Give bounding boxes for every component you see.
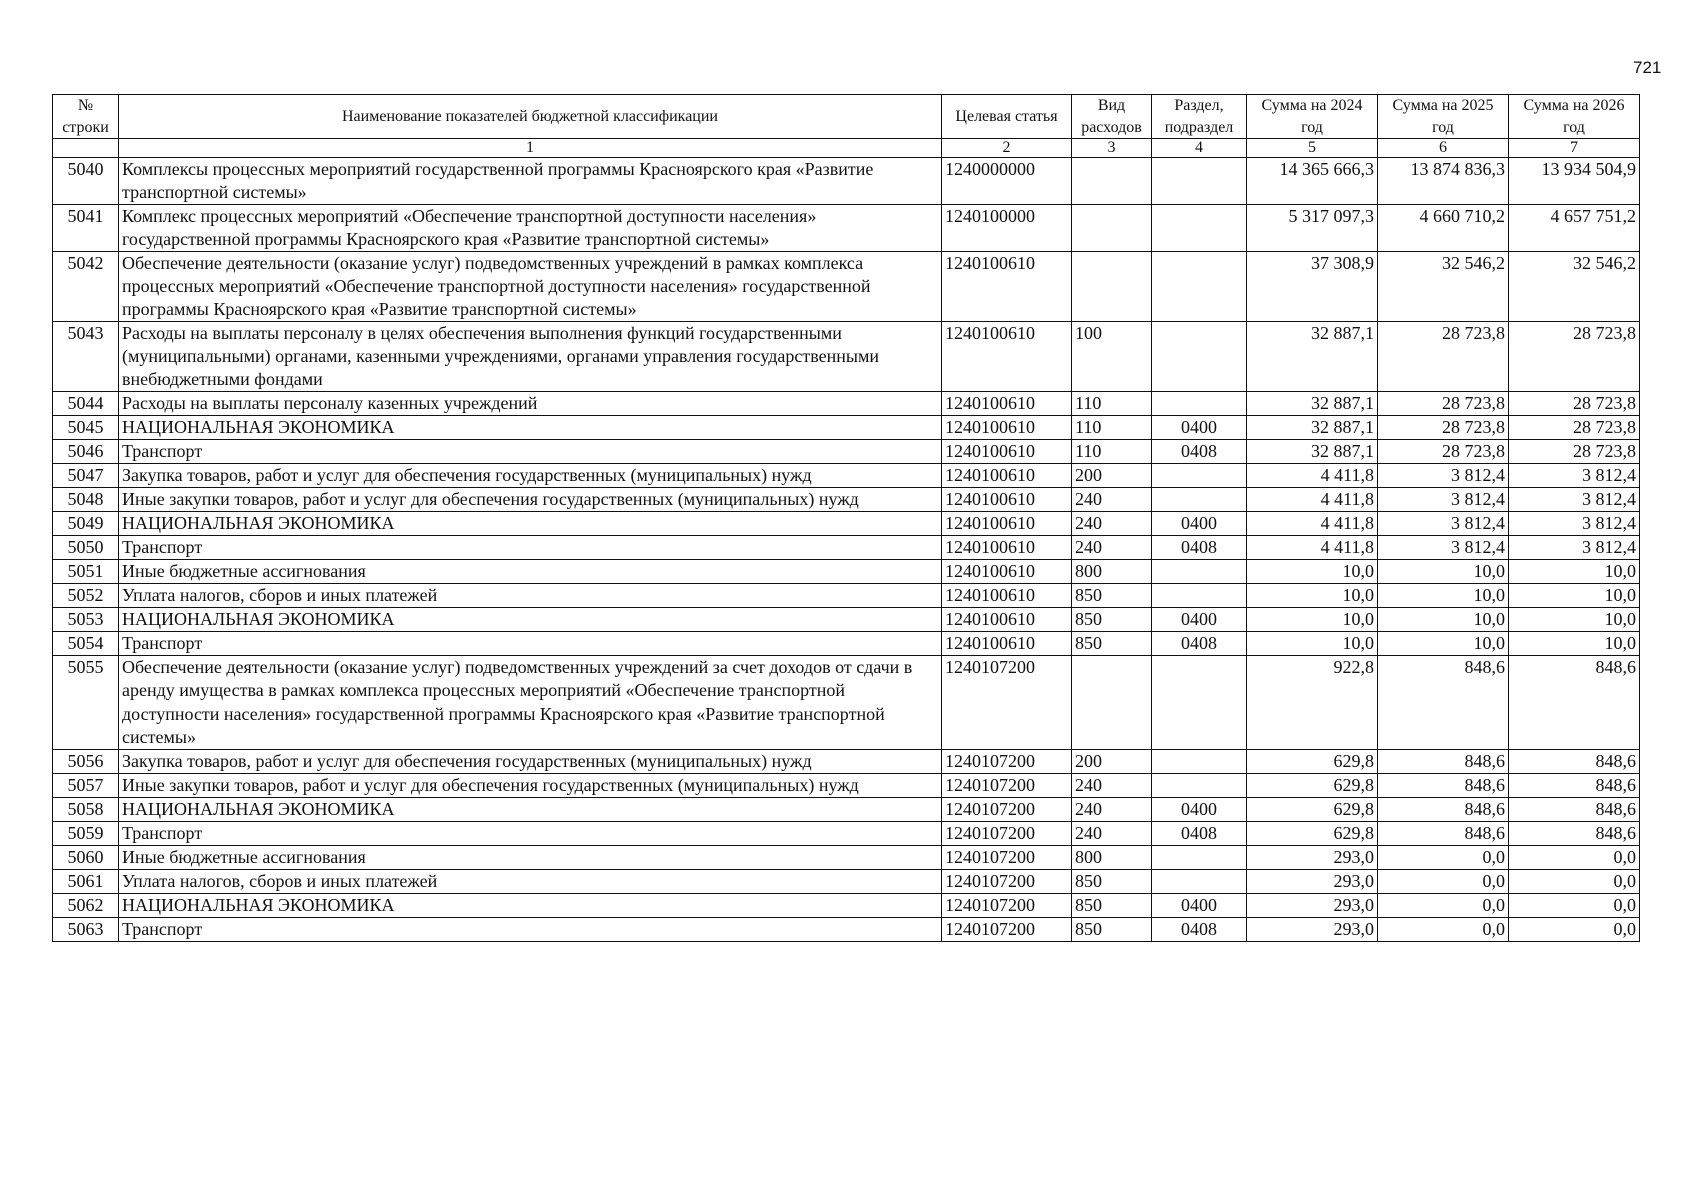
row-sum-2024: 32 887,1	[1247, 416, 1378, 440]
row-sum-2024: 5 317 097,3	[1247, 204, 1378, 251]
table-row	[53, 584, 1640, 608]
row-name: Уплата налогов, сборов и иных платежей	[119, 584, 942, 608]
row-section	[1152, 845, 1247, 869]
row-sum-2026: 13 934 504,9	[1509, 157, 1640, 204]
row-section: 0400	[1152, 512, 1247, 536]
row-expense-kind: 240	[1072, 821, 1152, 845]
row-name: Уплата налогов, сборов и иных платежей	[119, 869, 942, 893]
column-number: 3	[1072, 139, 1152, 158]
row-name: НАЦИОНАЛЬНАЯ ЭКОНОМИКА	[119, 608, 942, 632]
row-sum-2025: 3 812,4	[1378, 488, 1509, 512]
row-name: Комплексы процессных мероприятий государственной программы Красноярского края «Развитие транспортной системы»	[119, 157, 942, 204]
row-sum-2024: 293,0	[1247, 869, 1378, 893]
row-section: 0408	[1152, 821, 1247, 845]
column-number: 1	[119, 139, 942, 158]
row-number: 5046	[53, 440, 119, 464]
row-sum-2025: 28 723,8	[1378, 416, 1509, 440]
row-sum-2025: 4 660 710,2	[1378, 204, 1509, 251]
row-sum-2025: 10,0	[1378, 608, 1509, 632]
row-target-article: 1240107200	[942, 773, 1072, 797]
row-name: Иные закупки товаров, работ и услуг для обеспечения государственных (муниципальных) нужд	[119, 773, 942, 797]
row-section	[1152, 656, 1247, 749]
row-sum-2025: 0,0	[1378, 893, 1509, 917]
row-number: 5060	[53, 845, 119, 869]
row-sum-2024: 293,0	[1247, 845, 1378, 869]
table-row	[53, 512, 1640, 536]
row-sum-2025: 848,6	[1378, 797, 1509, 821]
row-sum-2025: 848,6	[1378, 656, 1509, 749]
row-expense-kind: 850	[1072, 608, 1152, 632]
row-expense-kind: 240	[1072, 773, 1152, 797]
row-sum-2024: 10,0	[1247, 560, 1378, 584]
row-number: 5047	[53, 464, 119, 488]
table-row	[53, 536, 1640, 560]
row-sum-2024: 629,8	[1247, 773, 1378, 797]
header-sum-2024: Сумма на 2024 год	[1247, 95, 1378, 139]
column-number: 6	[1378, 139, 1509, 158]
row-section	[1152, 204, 1247, 251]
header-row-no: № строки	[53, 95, 119, 139]
row-name: Закупка товаров, работ и услуг для обеспечения государственных (муниципальных) нужд	[119, 464, 942, 488]
row-section	[1152, 251, 1247, 321]
row-sum-2024: 10,0	[1247, 584, 1378, 608]
row-sum-2025: 28 723,8	[1378, 440, 1509, 464]
row-target-article: 1240000000	[942, 157, 1072, 204]
table-row	[53, 797, 1640, 821]
row-expense-kind	[1072, 656, 1152, 749]
row-target-article: 1240100610	[942, 464, 1072, 488]
row-sum-2026: 0,0	[1509, 917, 1640, 941]
row-number: 5061	[53, 869, 119, 893]
row-section	[1152, 869, 1247, 893]
row-expense-kind	[1072, 157, 1152, 204]
row-section	[1152, 749, 1247, 773]
row-name: Транспорт	[119, 536, 942, 560]
row-section: 0400	[1152, 416, 1247, 440]
table-row	[53, 488, 1640, 512]
column-number: 2	[942, 139, 1072, 158]
row-expense-kind: 850	[1072, 584, 1152, 608]
header-sum-2026: Сумма на 2026 год	[1509, 95, 1640, 139]
row-expense-kind: 800	[1072, 560, 1152, 584]
row-target-article: 1240100610	[942, 322, 1072, 392]
table-row	[53, 251, 1640, 321]
row-number: 5042	[53, 251, 119, 321]
row-target-article: 1240107200	[942, 917, 1072, 941]
table-row	[53, 204, 1640, 251]
row-target-article: 1240107200	[942, 821, 1072, 845]
row-expense-kind: 200	[1072, 749, 1152, 773]
row-name: НАЦИОНАЛЬНАЯ ЭКОНОМИКА	[119, 512, 942, 536]
row-sum-2024: 4 411,8	[1247, 536, 1378, 560]
row-number: 5043	[53, 322, 119, 392]
table-row	[53, 416, 1640, 440]
row-sum-2025: 848,6	[1378, 773, 1509, 797]
row-name: НАЦИОНАЛЬНАЯ ЭКОНОМИКА	[119, 416, 942, 440]
row-sum-2025: 28 723,8	[1378, 392, 1509, 416]
row-sum-2026: 848,6	[1509, 773, 1640, 797]
row-name: Иные бюджетные ассигнования	[119, 560, 942, 584]
table-row	[53, 392, 1640, 416]
table-row	[53, 560, 1640, 584]
row-section	[1152, 464, 1247, 488]
row-sum-2026: 848,6	[1509, 797, 1640, 821]
row-expense-kind: 240	[1072, 797, 1152, 821]
row-sum-2026: 3 812,4	[1509, 488, 1640, 512]
row-expense-kind: 850	[1072, 917, 1152, 941]
row-section	[1152, 488, 1247, 512]
row-sum-2024: 4 411,8	[1247, 512, 1378, 536]
row-target-article: 1240107200	[942, 893, 1072, 917]
column-number-row	[53, 139, 1640, 158]
row-section: 0408	[1152, 440, 1247, 464]
row-sum-2024: 32 887,1	[1247, 440, 1378, 464]
row-sum-2026: 3 812,4	[1509, 464, 1640, 488]
row-number: 5050	[53, 536, 119, 560]
row-target-article: 1240107200	[942, 869, 1072, 893]
row-sum-2026: 3 812,4	[1509, 536, 1640, 560]
row-name: Транспорт	[119, 440, 942, 464]
row-target-article: 1240100000	[942, 204, 1072, 251]
row-sum-2026: 848,6	[1509, 821, 1640, 845]
row-target-article: 1240100610	[942, 584, 1072, 608]
row-target-article: 1240100610	[942, 560, 1072, 584]
row-expense-kind	[1072, 204, 1152, 251]
table-row	[53, 917, 1640, 941]
table-row	[53, 322, 1640, 392]
row-sum-2026: 0,0	[1509, 893, 1640, 917]
header-section: Раздел, подраздел	[1152, 95, 1247, 139]
row-sum-2025: 0,0	[1378, 845, 1509, 869]
row-expense-kind: 110	[1072, 416, 1152, 440]
row-section	[1152, 157, 1247, 204]
row-name: Комплекс процессных мероприятий «Обеспечение транспортной доступности населения» государственной программы Красноярского края «Развитие транспортной системы»	[119, 204, 942, 251]
row-sum-2026: 28 723,8	[1509, 416, 1640, 440]
row-name: Расходы на выплаты персоналу в целях обеспечения выполнения функций государственными (муниципальными) органами, казенными учреждениями, органами управления государственными внебюджетными фондами	[119, 322, 942, 392]
row-sum-2025: 3 812,4	[1378, 512, 1509, 536]
row-number: 5062	[53, 893, 119, 917]
table-row	[53, 440, 1640, 464]
row-sum-2026: 3 812,4	[1509, 512, 1640, 536]
row-section: 0408	[1152, 632, 1247, 656]
row-expense-kind: 100	[1072, 322, 1152, 392]
row-sum-2025: 848,6	[1378, 821, 1509, 845]
row-name: НАЦИОНАЛЬНАЯ ЭКОНОМИКА	[119, 797, 942, 821]
row-target-article: 1240100610	[942, 608, 1072, 632]
header-kind: Вид расходов	[1072, 95, 1152, 139]
row-section	[1152, 773, 1247, 797]
row-sum-2026: 0,0	[1509, 845, 1640, 869]
row-sum-2024: 37 308,9	[1247, 251, 1378, 321]
row-number: 5058	[53, 797, 119, 821]
column-number	[53, 139, 119, 158]
row-sum-2026: 10,0	[1509, 560, 1640, 584]
row-expense-kind: 850	[1072, 869, 1152, 893]
row-expense-kind: 800	[1072, 845, 1152, 869]
row-sum-2024: 10,0	[1247, 632, 1378, 656]
row-target-article: 1240100610	[942, 536, 1072, 560]
table-body	[53, 157, 1640, 941]
row-expense-kind: 850	[1072, 632, 1152, 656]
row-target-article: 1240100610	[942, 440, 1072, 464]
row-sum-2024: 629,8	[1247, 797, 1378, 821]
row-name: Транспорт	[119, 917, 942, 941]
row-sum-2025: 0,0	[1378, 869, 1509, 893]
table-row	[53, 749, 1640, 773]
row-number: 5040	[53, 157, 119, 204]
row-sum-2024: 922,8	[1247, 656, 1378, 749]
table-row	[53, 656, 1640, 749]
row-number: 5041	[53, 204, 119, 251]
row-number: 5056	[53, 749, 119, 773]
column-number: 7	[1509, 139, 1640, 158]
row-name: Транспорт	[119, 821, 942, 845]
row-target-article: 1240107200	[942, 749, 1072, 773]
row-target-article: 1240107200	[942, 797, 1072, 821]
table-row	[53, 845, 1640, 869]
row-sum-2024: 14 365 666,3	[1247, 157, 1378, 204]
row-target-article: 1240100610	[942, 488, 1072, 512]
row-sum-2026: 848,6	[1509, 749, 1640, 773]
row-sum-2026: 10,0	[1509, 608, 1640, 632]
row-number: 5053	[53, 608, 119, 632]
column-number: 5	[1247, 139, 1378, 158]
table-row	[53, 632, 1640, 656]
row-section	[1152, 584, 1247, 608]
row-sum-2026: 848,6	[1509, 656, 1640, 749]
row-number: 5055	[53, 656, 119, 749]
header-name: Наименование показателей бюджетной классификации	[119, 95, 942, 139]
table-row	[53, 821, 1640, 845]
row-number: 5057	[53, 773, 119, 797]
row-sum-2025: 28 723,8	[1378, 322, 1509, 392]
table-row	[53, 608, 1640, 632]
row-sum-2024: 32 887,1	[1247, 322, 1378, 392]
row-name: Расходы на выплаты персоналу казенных учреждений	[119, 392, 942, 416]
row-sum-2024: 629,8	[1247, 749, 1378, 773]
row-number: 5048	[53, 488, 119, 512]
row-sum-2024: 32 887,1	[1247, 392, 1378, 416]
row-name: Иные закупки товаров, работ и услуг для обеспечения государственных (муниципальных) нужд	[119, 488, 942, 512]
header-row	[53, 95, 1640, 139]
row-sum-2024: 629,8	[1247, 821, 1378, 845]
row-section: 0400	[1152, 797, 1247, 821]
row-sum-2026: 10,0	[1509, 632, 1640, 656]
row-name: НАЦИОНАЛЬНАЯ ЭКОНОМИКА	[119, 893, 942, 917]
row-section: 0408	[1152, 536, 1247, 560]
row-sum-2026: 10,0	[1509, 584, 1640, 608]
row-target-article: 1240100610	[942, 392, 1072, 416]
row-sum-2025: 13 874 836,3	[1378, 157, 1509, 204]
row-target-article: 1240100610	[942, 512, 1072, 536]
row-target-article: 1240100610	[942, 632, 1072, 656]
row-sum-2026: 0,0	[1509, 869, 1640, 893]
row-number: 5054	[53, 632, 119, 656]
row-sum-2024: 4 411,8	[1247, 464, 1378, 488]
row-target-article: 1240107200	[942, 845, 1072, 869]
row-sum-2024: 4 411,8	[1247, 488, 1378, 512]
row-sum-2025: 10,0	[1378, 560, 1509, 584]
row-name: Закупка товаров, работ и услуг для обеспечения государственных (муниципальных) нужд	[119, 749, 942, 773]
row-expense-kind: 240	[1072, 488, 1152, 512]
table-row	[53, 773, 1640, 797]
row-name: Транспорт	[119, 632, 942, 656]
budget-table	[52, 94, 1640, 942]
row-expense-kind: 850	[1072, 893, 1152, 917]
row-number: 5052	[53, 584, 119, 608]
table-row	[53, 893, 1640, 917]
row-sum-2024: 293,0	[1247, 917, 1378, 941]
row-sum-2025: 3 812,4	[1378, 464, 1509, 488]
page-number: 721	[1633, 58, 1662, 77]
row-number: 5049	[53, 512, 119, 536]
row-sum-2025: 0,0	[1378, 917, 1509, 941]
row-number: 5045	[53, 416, 119, 440]
row-sum-2024: 10,0	[1247, 608, 1378, 632]
row-section	[1152, 322, 1247, 392]
row-target-article: 1240107200	[942, 656, 1072, 749]
row-section: 0400	[1152, 893, 1247, 917]
row-expense-kind: 200	[1072, 464, 1152, 488]
row-expense-kind: 110	[1072, 440, 1152, 464]
row-sum-2026: 32 546,2	[1509, 251, 1640, 321]
row-sum-2026: 28 723,8	[1509, 440, 1640, 464]
row-sum-2025: 10,0	[1378, 632, 1509, 656]
row-sum-2026: 4 657 751,2	[1509, 204, 1640, 251]
row-sum-2025: 32 546,2	[1378, 251, 1509, 321]
row-sum-2026: 28 723,8	[1509, 392, 1640, 416]
column-number: 4	[1152, 139, 1247, 158]
table-row	[53, 464, 1640, 488]
row-expense-kind: 110	[1072, 392, 1152, 416]
header-target: Целевая статья	[942, 95, 1072, 139]
row-number: 5044	[53, 392, 119, 416]
row-target-article: 1240100610	[942, 416, 1072, 440]
row-section	[1152, 560, 1247, 584]
row-expense-kind: 240	[1072, 536, 1152, 560]
row-expense-kind: 240	[1072, 512, 1152, 536]
row-sum-2026: 28 723,8	[1509, 322, 1640, 392]
row-expense-kind	[1072, 251, 1152, 321]
row-name: Обеспечение деятельности (оказание услуг) подведомственных учреждений за счет доходов от сдачи в аренду имущества в рамках комплекса процессных мероприятий «Обеспечение транспортной доступности населения» государственной программы Красноярского края «Развитие транспортной системы»	[119, 656, 942, 749]
row-number: 5059	[53, 821, 119, 845]
table-row	[53, 869, 1640, 893]
row-sum-2025: 848,6	[1378, 749, 1509, 773]
table-row	[53, 157, 1640, 204]
row-target-article: 1240100610	[942, 251, 1072, 321]
row-section	[1152, 392, 1247, 416]
row-number: 5063	[53, 917, 119, 941]
row-section: 0400	[1152, 608, 1247, 632]
row-sum-2025: 3 812,4	[1378, 536, 1509, 560]
header-sum-2025: Сумма на 2025 год	[1378, 95, 1509, 139]
row-name: Иные бюджетные ассигнования	[119, 845, 942, 869]
row-sum-2025: 10,0	[1378, 584, 1509, 608]
row-name: Обеспечение деятельности (оказание услуг) подведомственных учреждений в рамках комплекса процессных мероприятий «Обеспечение транспортной доступности населения» государственной программы Красноярского края «Развитие транспортной системы»	[119, 251, 942, 321]
row-section: 0408	[1152, 917, 1247, 941]
row-sum-2024: 293,0	[1247, 893, 1378, 917]
row-number: 5051	[53, 560, 119, 584]
